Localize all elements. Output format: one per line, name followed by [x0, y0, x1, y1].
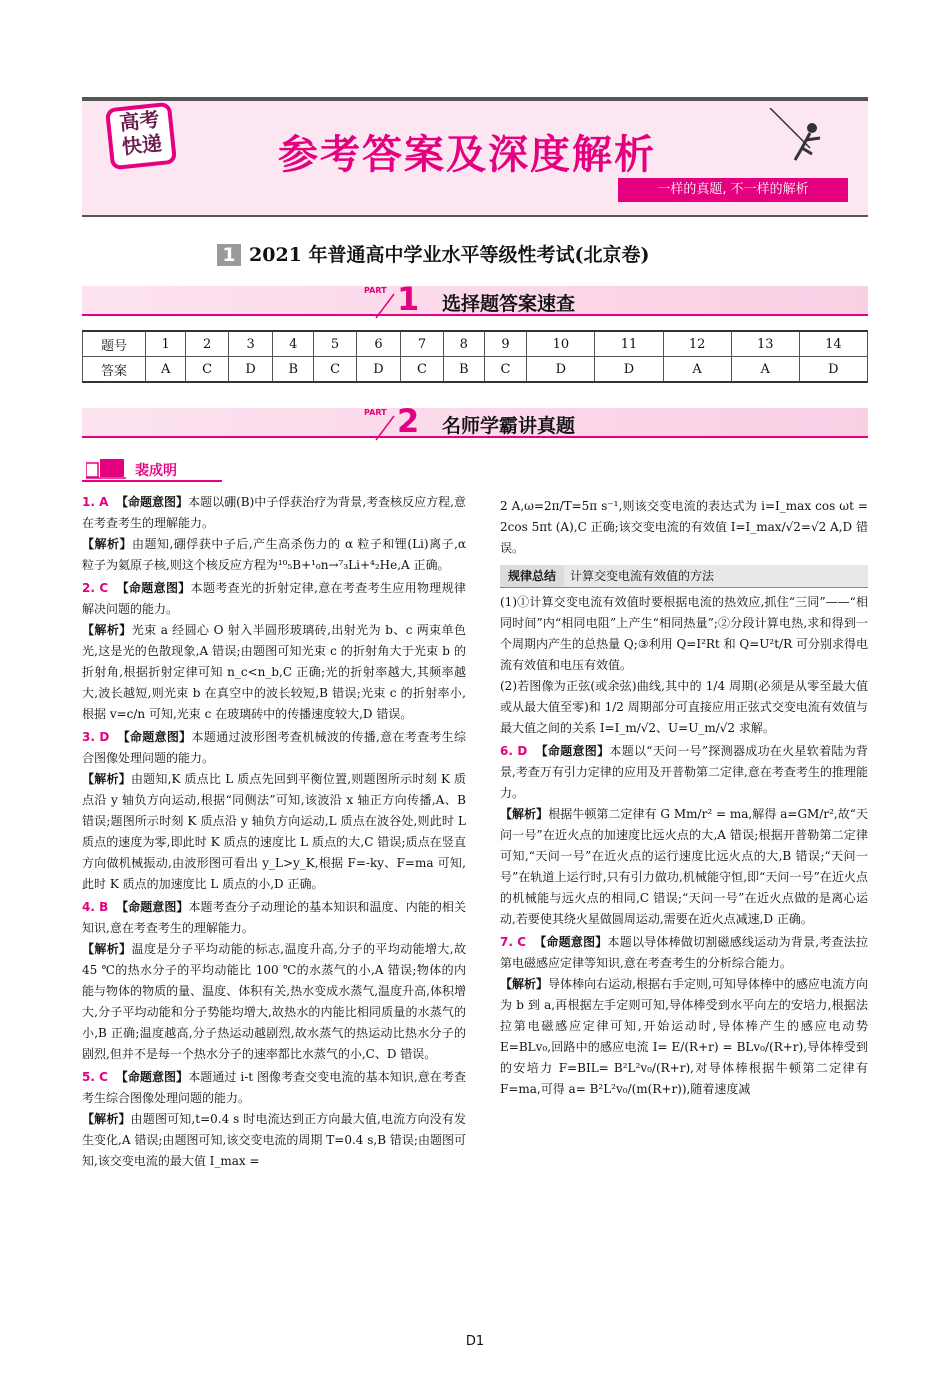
- table-header-answer: 答案: [83, 357, 146, 383]
- table-cell: 12: [663, 331, 731, 357]
- table-cell: D: [799, 357, 867, 383]
- table-cell: 11: [595, 331, 663, 357]
- summary-header: [500, 565, 868, 588]
- part1-bar: [82, 280, 868, 318]
- summary-point-1: (1)①计算交变电流有效值时要根据电流的热效应,抓住“三同”——“相同时间”内“相同电阻”上产生“相同热量”;②分段计算电热,求和得到一个周期内产生的总热量 Q;③利用 Q=I²Rt 和 Q=U²t/R 可分别求得电流有效值和电压有效值。: [500, 595, 868, 672]
- part1-number: 1: [397, 280, 420, 318]
- question-4-intent: 4. B 【命题意图】本题考查分子动理论的基本知识和温度、内能的相关知识,意在考查考生的理解能力。: [82, 900, 466, 935]
- table-cell: 3: [228, 331, 272, 357]
- summary-tag: 规律总结: [500, 565, 564, 587]
- badge-line2: 快递: [120, 130, 164, 159]
- table-cell: B: [273, 357, 314, 383]
- question-2-intent: 2. C 【命题意图】本题考查光的折射定律,意在考查考生应用物理规律解决问题的能力。: [82, 581, 466, 616]
- exam-number: 1: [217, 244, 241, 266]
- table-cell: C: [314, 357, 357, 383]
- exam-title-text: 2021 年普通高中学业水平等级性考试(北京卷): [249, 244, 650, 266]
- table-cell: D: [527, 357, 595, 383]
- question-4-analysis: 【解析】温度是分子平均动能的标志,温度升高,分子的平均动能增大,故 45 ℃的热水分子的平均动能比 100 ℃的水蒸气的小,A 错误;物体的内能与物体的物质的量、温度、体积有关,热水变成水蒸气,温度升高,体积增大,分子平均动能和分子势能均增大,故热水的内能比相同质量的水蒸气的小,B 正确;温度越高,分子热运动越剧烈,故水蒸气的热运动比热水分子的剧烈,但并不是每一个热水分子的速率都比水蒸气的小,C、D 错误。: [82, 942, 466, 1061]
- table-cell: C: [401, 357, 444, 383]
- table-cell: A: [731, 357, 799, 383]
- question-2-analysis: 【解析】光束 a 经圆心 O 射入半圆形玻璃砖,出射光为 b、c 两束单色光,这是光的色散现象,A 错误;由题图可知光束 c 的折射角大于光束 b 的折射角,根据折射定律可知 n_c<n_b,C 正确;光的折射率越大,其频率越大,波长越短,则光束 b 在真空中的波长较短,B 错误;光束 c 的折射率小,根据 v=c/n 可知,光束 c 在玻璃砖中的传播速度较大,D 错误。: [82, 623, 466, 721]
- slogan: 一样的真题, 不一样的解析: [618, 178, 848, 202]
- table-row-numbers: [83, 331, 868, 357]
- part2-title: 名师学霸讲真题: [442, 415, 576, 437]
- table-row-answers: [83, 357, 868, 383]
- part2-bar: [82, 402, 868, 440]
- table-cell: 14: [799, 331, 867, 357]
- question-5-continued: 2 A,ω=2π/T=5π s⁻¹,则该交变电流的表达式为 i=I_max cos ωt = 2cos 5πt (A),C 正确;该交变电流的有效值 I=I_max/√2=√2 A,D 错误。: [500, 499, 868, 555]
- table-cell: C: [484, 357, 527, 383]
- question-7-analysis: 【解析】导体棒向右运动,根据右手定则,可知导体棒中的感应电流方向为 b 到 a,再根据左手定则可知,导体棒受到水平向左的安培力,根据法拉第电磁感应定律可知,开始运动时,导体棒产生的感应电动势 E=BLv₀,回路中的感应电流 I= E/(R+r) = BLv₀/(R+r),导体棒受到的安培力 F=BIL= B²L²v₀/(R+r),对导体棒根据牛顿第二定律有 F=ma,可得 a= B²L²v₀/(m(R+r)),随着速度减: [500, 977, 868, 1096]
- part2-label: PART: [364, 408, 387, 417]
- table-cell: A: [663, 357, 731, 383]
- table-cell: 5: [314, 331, 357, 357]
- table-cell: D: [595, 357, 663, 383]
- author-underline: [82, 480, 222, 482]
- summary-title: 计算交变电流有效值的方法: [570, 569, 715, 583]
- author-name: 裴成明: [135, 463, 177, 479]
- table-cell: D: [356, 357, 400, 383]
- table-cell: 6: [356, 331, 400, 357]
- page-number: D1: [465, 1334, 485, 1349]
- banner-top-rule: [82, 97, 868, 101]
- summary-point-2: (2)若图像为正弦(或余弦)曲线,其中的 1/4 周期(必须是从零至最大值或从最大值至零)和 1/2 周期部分可直接应用正弦式交变电流有效值与最大值之间的关系 I=I_m/√2、U=U_m/√2 求解。: [500, 679, 868, 735]
- question-3-intent: 3. D 【命题意图】本题通过波形图考查机械波的传播,意在考查考生综合图像处理问题的能力。: [82, 730, 466, 765]
- badge-line1: 高考: [118, 107, 161, 136]
- question-7-intent: 7. C 【命题意图】本题以导体棒做切割磁感线运动为背景,考查法拉第电磁感应定律等知识,意在考查考生的分析综合能力。: [500, 935, 868, 970]
- question-6-intent: 6. D 【命题意图】本题以“天问一号”探测器成功在火星软着陆为背景,考查万有引力定律的应用及开普勒第二定律,意在考查考生的推理能力。: [500, 744, 868, 800]
- part2-number: 2: [397, 402, 420, 440]
- banner-bottom-rule: [82, 215, 868, 217]
- question-6-analysis: 【解析】根据牛顿第二定律有 G Mm/r² = ma,解得 a=GM/r²,故“天问一号”在近火点的加速度比远火点的大,A 错误;根据开普勒第二定律可知,“天问一号”在近火点的运行速度比远火点的大,B 错误;“天问一号”在轨道上运行时,只有引力做功,机械能守恒,即“天问一号”在近火点的机械能与远火点的相同,C 错误;“天问一号”在近火点做的是离心运动,若要使其绕火星做圆周运动,需要在近火点减速,D 正确。: [500, 807, 868, 926]
- table-cell: 2: [186, 331, 229, 357]
- table-cell: 13: [731, 331, 799, 357]
- table-cell: C: [186, 357, 229, 383]
- table-cell: A: [146, 357, 186, 383]
- table-cell: 7: [401, 331, 444, 357]
- table-cell: D: [228, 357, 272, 383]
- table-cell: 10: [527, 331, 595, 357]
- question-5-analysis: 【解析】由题图可知,t=0.4 s 时电流达到正方向最大值,电流方向没有发生变化,A 错误;由题图可知,该交变电流的周期 T=0.4 s,B 错误;由题图可知,该交变电流的最大值 I_max =: [82, 1112, 466, 1168]
- question-1-analysis: 【解析】由题知,硼俘获中子后,产生高杀伤力的 α 粒子和锂(Li)离子,α 粒子为氦原子核,则这个核反应方程为¹⁰₅B+¹₀n→⁷₃Li+⁴₂He,A 正确。: [82, 537, 466, 572]
- table-cell: 1: [146, 331, 186, 357]
- question-3-analysis: 【解析】由题知,K 质点比 L 质点先回到平衡位置,则题图所示时刻 K 质点沿 y 轴负方向运动,根据“同侧法”可知,该波沿 x 轴正方向传播,A、B 错误;题图所示时刻 K 质点沿 y 轴负方向运动,L 质点在波谷处,则此时 L 质点的速度为零,即此时 K 质点的速度比 L 质点的大,C 错误;质点在竖直方向做机械振动,由波形图可看出 y_L>y_K,根据 F=-ky、F=ma 可知,此时 K 质点的加速度比 L 质点的小,D 正确。: [82, 772, 466, 891]
- right-column: [500, 496, 868, 1100]
- left-column: [82, 490, 466, 1172]
- question-1-intent: 1. A 【命题意图】本题以硼(B)中子俘获治疗为背景,考查核反应方程,意在考查考生的理解能力。: [82, 495, 466, 530]
- author-icon: [86, 457, 126, 479]
- table-cell: 8: [443, 331, 484, 357]
- table-cell: 4: [273, 331, 314, 357]
- climber-icon: [740, 108, 850, 174]
- part1-title: 选择题答案速查: [442, 293, 576, 315]
- answer-table: [82, 330, 868, 383]
- table-header-number: 题号: [83, 331, 146, 357]
- table-cell: B: [443, 357, 484, 383]
- part1-label: PART: [364, 286, 387, 295]
- gaokao-badge: [105, 102, 177, 171]
- question-5-intent: 5. C 【命题意图】本题通过 i-t 图像考查交变电流的基本知识,意在考查考生综合图像处理问题的能力。: [82, 1070, 466, 1105]
- table-cell: 9: [484, 331, 527, 357]
- exam-title: [217, 240, 649, 267]
- banner-title: 参考答案及深度解析: [278, 132, 656, 178]
